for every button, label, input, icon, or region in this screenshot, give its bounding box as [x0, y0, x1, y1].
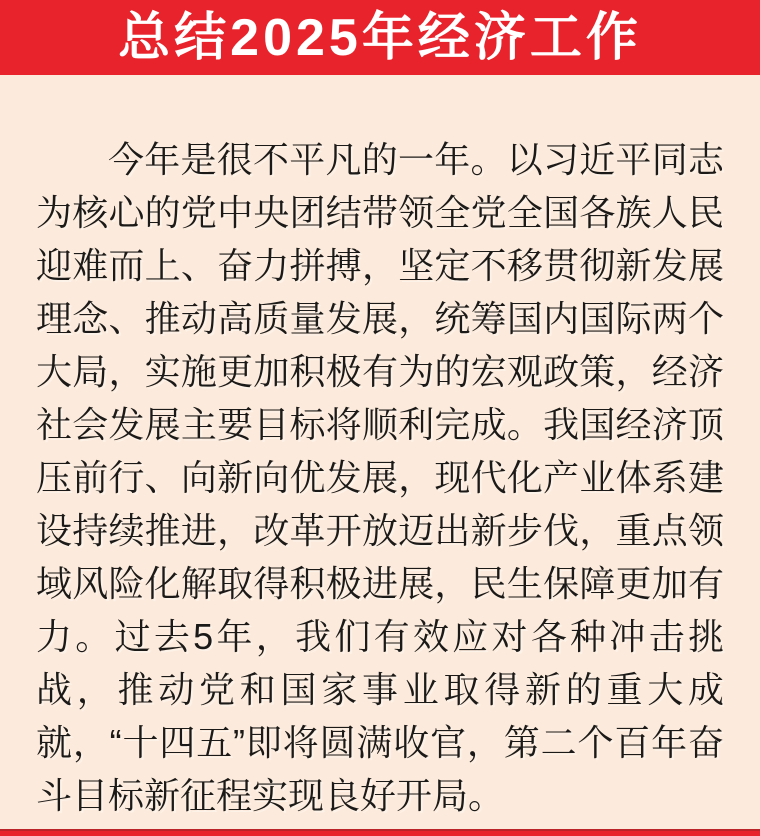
page-title: 总结2025年经济工作 [118, 8, 642, 67]
bottom-divider [0, 829, 760, 836]
article-paragraph: 今年是很不平凡的一年。以习近平同志为核心的党中央团结带领全党全国各族人民迎难而上、奋力拼搏，坚定不移贯彻新发展理念、推动高质量发展，统筹国内国际两个大局，实施更加积极有为的宏观政策，经济社会发展主要目标将顺利完成。我国经济顶压前行、向新向优发展，现代化产业体系建设持续推进，改革开放迈出新步伐，重点领域风险化解取得积极进展，民生保障更加有力。过去5年，我们有效应对各种冲击挑战，推动党和国家事业取得新的重大成就，“十四五”即将圆满收官，第二个百年奋斗目标新征程实现良好开局。 [36, 139, 724, 816]
header-banner [0, 0, 760, 75]
article-body [0, 75, 760, 822]
